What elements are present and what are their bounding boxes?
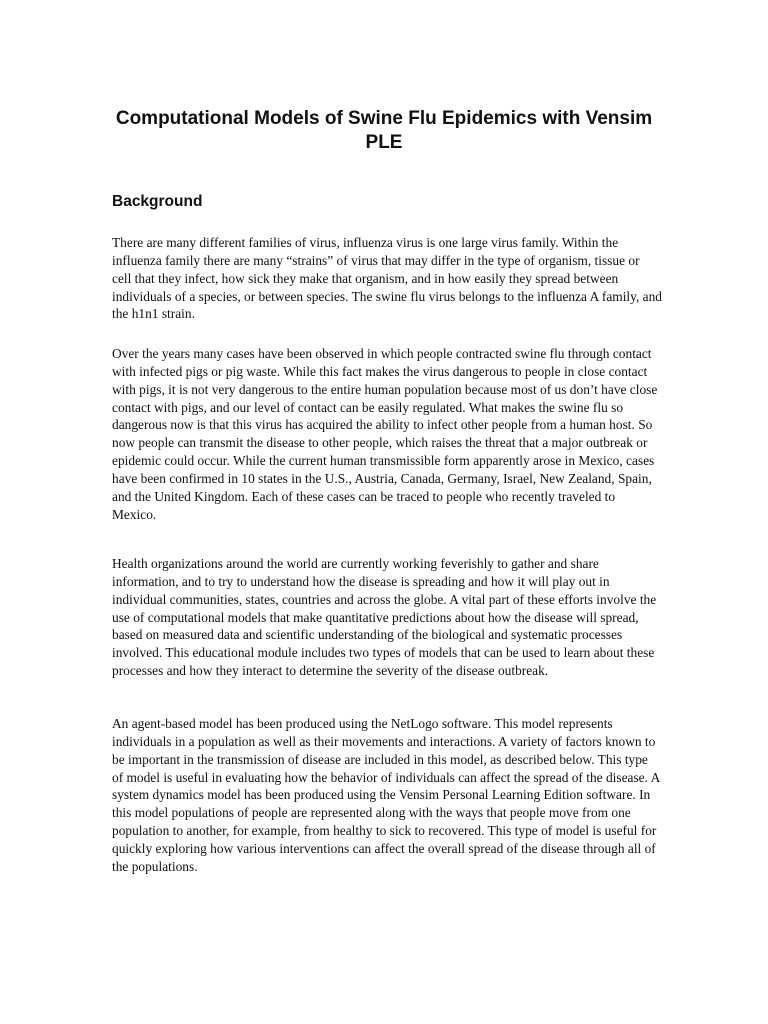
body-paragraph-3: Health organizations around the world are currently working feverishly to gather and share information, and to try to understand how the disease is spreading and how it will play out in individual communities, states, countries and across the globe. A vital part of these efforts involve the use of computational models that make quantitative predictions about how the disease will spread, based on measured data and scientific understanding of the biological and systematic processes involved. This educational module includes two types of models that can be used to learn about these processes and how they interact to determine the severity of the disease outbreak.	[112, 556, 657, 679]
section-heading-background: Background	[112, 193, 203, 210]
body-paragraph-2: Over the years many cases have been observed in which people contracted swine flu through contact with infected pigs or pig waste. While this fact makes the virus dangerous to people in close contact with pigs, it is not very dangerous to the entire human population because most of us don’t have close contact with pigs, and our level of contact can be easily regulated. What makes the swine flu so dangerous now is that this virus has acquired the ability to infect other people from a human host. So now people can transmit the disease to other people, which raises the threat that a major outbreak or epidemic could occur. While the current human transmissible form apparently arose in Mexico, cases have been confirmed in 10 states in the U.S., Austria, Canada, Germany, Israel, New Zealand, Spain, and the United Kingdom. Each of these cases can be traced to people who recently traveled to Mexico.	[112, 346, 658, 522]
body-paragraph-1: There are many different families of virus, influenza virus is one large virus family. Within the influenza family there are many “strains” of virus that may differ in the type of organism, tissue or cell that they infect, how sick they make that organism, and in how easily they spread between individuals of a species, or between species. The swine flu virus belongs to the influenza A family, and the h1n1 strain.	[112, 235, 662, 322]
document-title: Computational Models of Swine Flu Epidemics with Vensim PLE	[115, 108, 653, 153]
body-paragraph-4: An agent-based model has been produced using the NetLogo software. This model represents individuals in a population as well as their movements and interactions. A variety of factors known to be important in the transmission of disease are included in this model, as described below. This type of model is useful in evaluating how the behavior of individuals can affect the spread of the disease. A system dynamics model has been produced using the Vensim Personal Learning Edition software. In this model populations of people are represented along with the ways that people move from one population to another, for example, from healthy to sick to recovered. This type of model is useful for quickly exploring how various interventions can affect the overall spread of the disease through all of the populations.	[112, 716, 660, 874]
